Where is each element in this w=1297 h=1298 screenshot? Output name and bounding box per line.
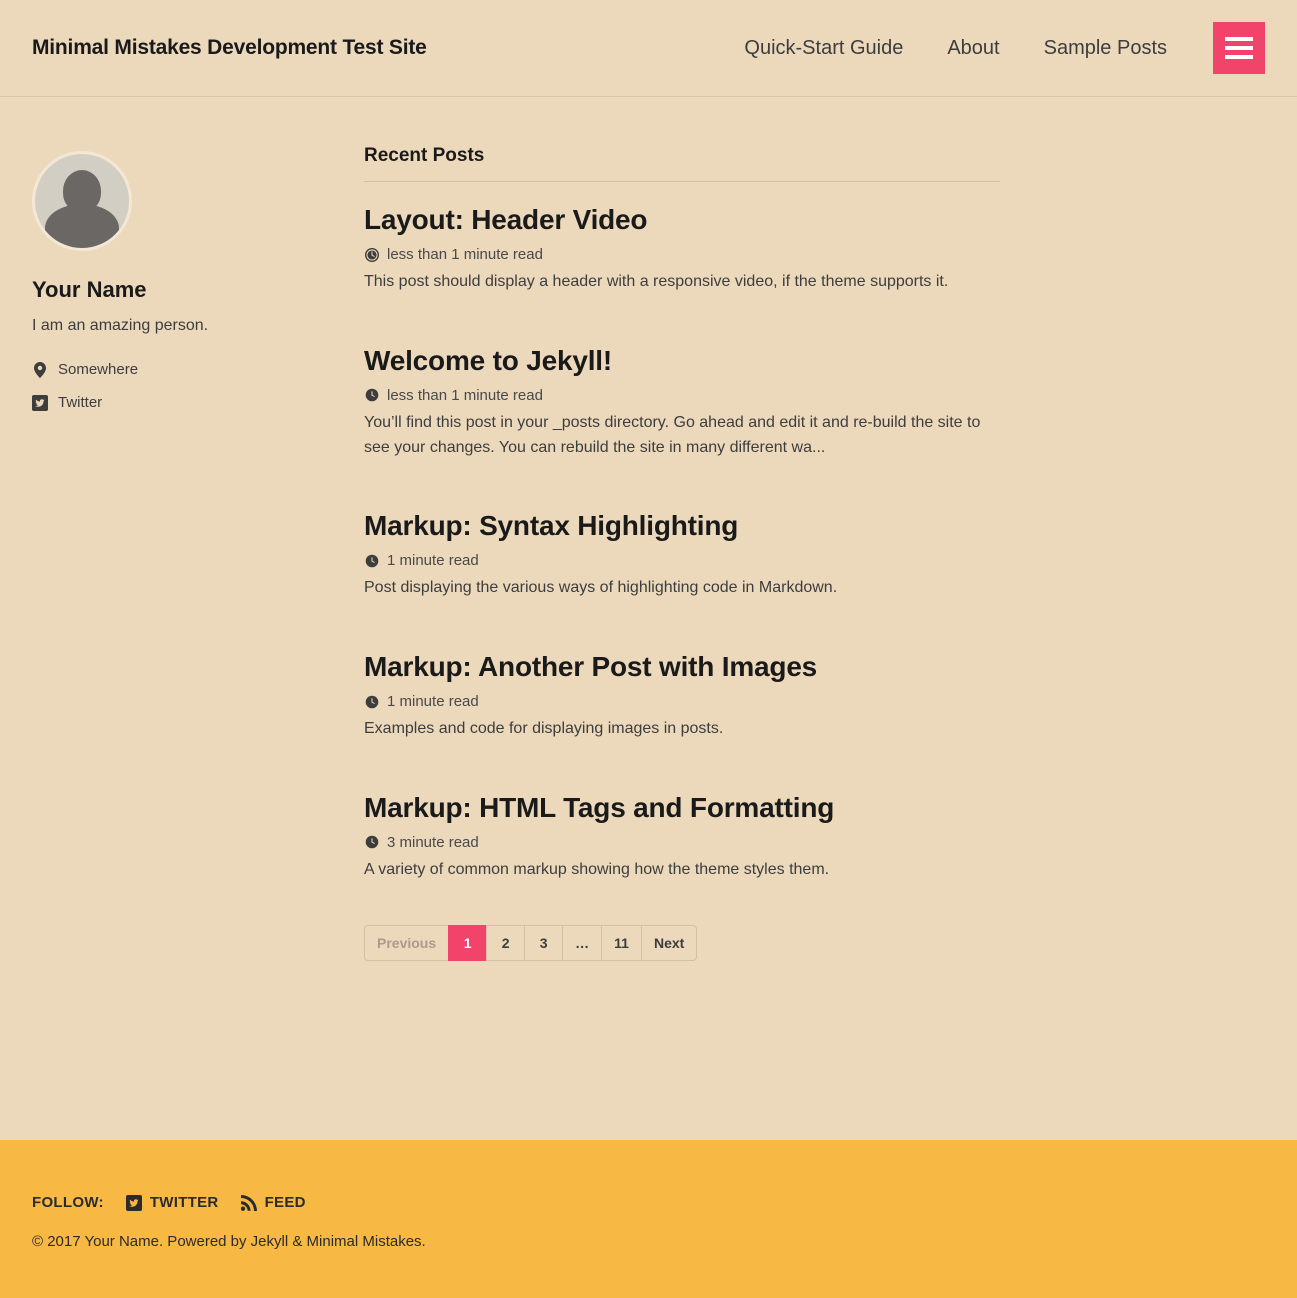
clock-icon [364, 247, 380, 263]
pagination-ellipsis: … [562, 925, 601, 961]
rss-icon [241, 1195, 257, 1211]
clock-icon [364, 387, 380, 403]
post-meta [364, 387, 1000, 404]
follow-row [32, 1194, 1265, 1211]
pagination-page-3[interactable]: 3 [524, 925, 562, 961]
post-excerpt: Post displaying the various ways of highlighting code in Markdown. [364, 579, 838, 597]
masthead [0, 0, 1297, 97]
clock-icon [364, 694, 380, 710]
post-excerpt: Examples and code for displaying images in posts. [364, 720, 724, 738]
post-meta [364, 693, 1000, 710]
nav-item-quick-start-guide[interactable]: Quick-Start Guide [744, 36, 904, 59]
primary-navigation [744, 22, 1265, 74]
post-item [364, 792, 1000, 883]
post-title-link[interactable]: Markup: Another Post with Images [364, 651, 818, 683]
post-read-time: 3 minute read [387, 833, 479, 851]
pagination [364, 925, 1000, 961]
post-read-time: 1 minute read [387, 552, 479, 570]
hamburger-menu-icon[interactable] [1213, 22, 1265, 74]
site-title[interactable]: Minimal Mistakes Development Test Site [32, 36, 427, 59]
post-title[interactable] [364, 651, 1000, 683]
post-title-link[interactable]: Welcome to Jekyll! [364, 344, 612, 376]
post-meta [364, 834, 1000, 851]
post-excerpt: A variety of common markup showing how the theme styles them. [364, 860, 830, 878]
nav-item-sample-posts[interactable]: Sample Posts [1043, 36, 1167, 59]
post-title-link[interactable]: Layout: Header Video [364, 204, 648, 235]
footer-link-feed-label: FEED [264, 1194, 306, 1211]
post-title[interactable] [364, 792, 1000, 824]
author-sidebar [32, 145, 300, 1140]
clock-icon [364, 834, 380, 850]
post-title-link[interactable]: Markup: HTML Tags and Formatting [364, 791, 835, 823]
author-link-twitter[interactable] [32, 394, 300, 411]
nav-list [744, 37, 1167, 60]
archive-title: Recent Posts [364, 145, 485, 166]
post-excerpt: This post should display a header with a responsive video, if the theme supports it. [364, 273, 949, 290]
post-read-time: less than 1 minute read [387, 246, 543, 263]
clock-icon [364, 553, 380, 569]
page-footer [0, 1140, 1297, 1298]
hamburger-bar [1225, 37, 1253, 41]
nav-item-about[interactable]: About [947, 36, 1000, 59]
avatar [32, 151, 132, 251]
post-title[interactable] [364, 510, 1000, 542]
archive-divider [364, 181, 1000, 182]
post-item [364, 345, 1000, 461]
twitter-icon [126, 1195, 142, 1211]
post-title-link[interactable]: Markup: Syntax Highlighting [364, 510, 739, 542]
post-item [364, 651, 1000, 742]
hamburger-bar [1225, 46, 1253, 50]
post-meta [364, 246, 1000, 263]
author-link-location[interactable] [32, 361, 300, 378]
footer-link-twitter-label: TWITTER [149, 1194, 219, 1211]
map-marker-icon [32, 362, 48, 378]
post-title[interactable] [364, 204, 1000, 236]
author-name: Your Name [32, 277, 147, 302]
hamburger-bar [1225, 55, 1253, 59]
post-meta [364, 552, 1000, 569]
footer-link-twitter[interactable] [126, 1194, 219, 1211]
pagination-page-1[interactable]: 1 [448, 925, 486, 961]
page-wrapper [0, 97, 1297, 1140]
twitter-icon [32, 395, 48, 411]
copyright: © 2017 Your Name. Powered by Jekyll & Minimal Mistakes. [32, 1233, 426, 1250]
post-item [364, 204, 1000, 295]
avatar-body-shape [45, 204, 119, 251]
author-link-twitter-label[interactable]: Twitter [58, 394, 103, 411]
footer-link-feed[interactable] [241, 1194, 306, 1211]
post-item [364, 510, 1000, 601]
author-link-location-label[interactable]: Somewhere [58, 361, 139, 378]
pagination-page-2[interactable]: 2 [486, 925, 524, 961]
post-read-time: less than 1 minute read [387, 386, 543, 404]
main-content [300, 145, 1000, 1140]
masthead-inner [0, 0, 1297, 96]
post-read-time: 1 minute read [387, 693, 479, 711]
pagination-previous: Previous [364, 925, 448, 961]
author-links [32, 361, 300, 411]
pagination-next[interactable]: Next [641, 925, 697, 961]
author-bio: I am an amazing person. [32, 317, 209, 334]
post-title[interactable] [364, 345, 1000, 377]
post-excerpt: You’ll find this post in your _posts directory. Go ahead and edit it and re-build the site to see your changes. You can rebuild the site in many different wa... [364, 413, 981, 456]
pagination-page-11[interactable]: 11 [601, 925, 641, 961]
follow-label: FOLLOW: [32, 1194, 104, 1211]
